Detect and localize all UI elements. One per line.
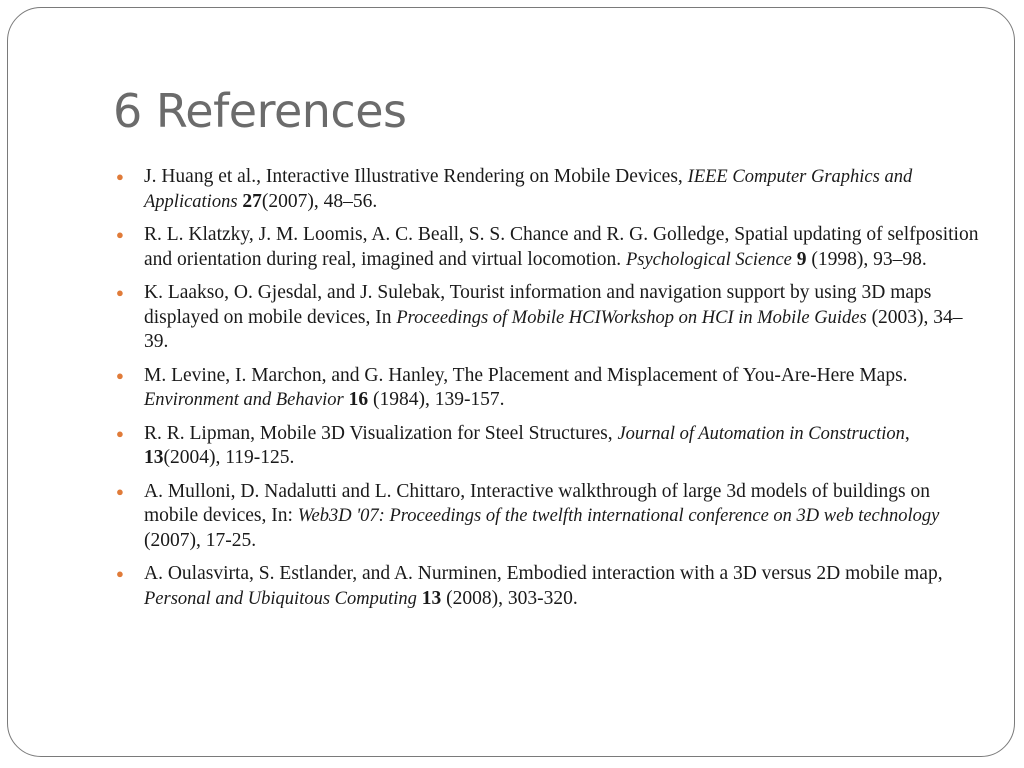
reference-venue: Proceedings of Mobile HCIWorkshop on HCI in Mobile Guides <box>396 307 867 328</box>
bullet-icon: ● <box>116 227 124 242</box>
list-item <box>116 281 979 355</box>
list-item <box>116 223 979 272</box>
reference-year-pages: (1998), 93–98. <box>806 248 927 270</box>
reference-year-pages: (1984), 139-157. <box>368 389 505 410</box>
reference-volume: 13 <box>421 587 442 609</box>
list-item <box>116 422 979 471</box>
bullet-icon: ● <box>116 367 124 383</box>
list-item <box>116 165 979 214</box>
reference-venue: Journal of Automation in Construction <box>617 423 905 444</box>
reference-volume: 16 <box>348 389 369 410</box>
bullet-icon: ● <box>116 483 124 499</box>
reference-year-pages: (2007), 48–56. <box>261 190 378 212</box>
reference-venue: Environment and Behavior <box>144 390 344 410</box>
reference-authors-title: K. Laakso, O. Gjesdal, and J. Sulebak, Tourist information and navigation support by using 3D maps displayed on mobile devices, In <box>144 282 932 328</box>
reference-authors-title: M. Levine, I. Marchon, and G. Hanley, The Placement and Misplacement of You-Are-Here Maps. <box>144 364 908 386</box>
reference-year-pages: (2008), 303-320. <box>441 587 578 609</box>
reference-year-pages: (2004), 119-125. <box>163 447 295 468</box>
reference-venue: Psychological Science <box>625 249 792 270</box>
bullet-icon: ● <box>116 285 124 300</box>
bullet-icon: ● <box>116 169 124 184</box>
list-item <box>116 562 979 611</box>
reference-volume: 27 <box>242 190 262 212</box>
list-item <box>116 364 979 413</box>
bullet-icon: ● <box>116 566 124 581</box>
reference-venue: IEEE Computer Graphics and Applications <box>144 167 913 212</box>
reference-year-pages: (2003), 34–39. <box>144 306 963 352</box>
reference-authors-title: R. R. Lipman, Mobile 3D Visualization for Steel Structures, <box>144 422 618 444</box>
reference-separator: , <box>904 422 910 444</box>
list-item <box>116 480 979 554</box>
page-title: 6 References <box>113 84 407 138</box>
bullet-icon: ● <box>116 425 124 441</box>
reference-authors-title: A. Mulloni, D. Nadalutti and L. Chittaro, Interactive walkthrough of large 3d models of buildings on mobile devices, In: <box>144 480 930 526</box>
reference-authors-title: R. L. Klatzky, J. M. Loomis, A. C. Beall, S. S. Chance and R. G. Golledge, Spatial updating of selfposition and orientation during real, imagined and virtual locomotion. <box>144 224 979 270</box>
reference-list <box>116 165 979 620</box>
reference-authors-title: J. Huang et al., Interactive Illustrative Rendering on Mobile Devices, <box>144 166 688 187</box>
reference-authors-title: A. Oulasvirta, S. Estlander, and A. Nurminen, Embodied interaction with a 3D versus 2D mobile map, <box>144 563 943 584</box>
reference-year-pages: (2007), 17-25. <box>144 529 257 551</box>
reference-volume: 13 <box>144 447 164 468</box>
reference-volume: 9 <box>796 248 807 270</box>
reference-venue: Personal and Ubiquitous Computing <box>144 588 417 609</box>
reference-venue: Web3D '07: Proceedings of the twelfth international conference on 3D web technology <box>297 506 940 526</box>
